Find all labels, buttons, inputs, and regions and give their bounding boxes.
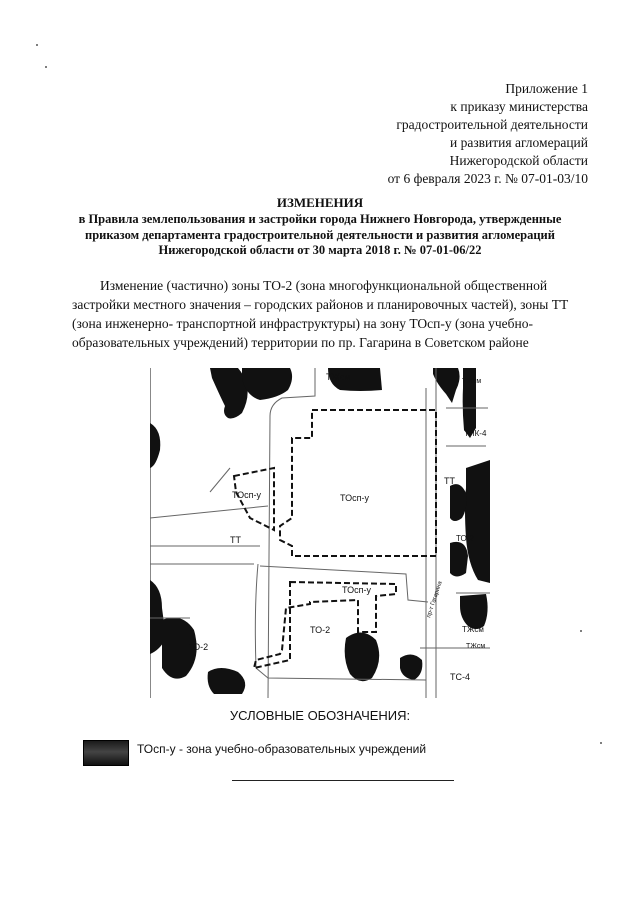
body-line: застройки местного значения – городских районов и планировочных частей), зоны ТТ [72, 297, 569, 312]
zone-label-tzhsm-right: ТЖсм [462, 378, 482, 385]
scan-speck [600, 742, 602, 744]
zone-label-tosp-center: ТОсп-у [340, 493, 369, 503]
appendix-line: Приложение 1 [505, 81, 588, 96]
appendix-block [228, 80, 588, 188]
scan-speck [580, 630, 582, 632]
zone-label-tt-left: ТТ [230, 535, 241, 545]
body-line: образовательных учреждений) территории по пр. Гагарина в Советском районе [72, 335, 529, 350]
body-line: (зона инженерно- транспортной инфраструктуры) на зону ТОсп-у (зона учебно- [72, 316, 533, 331]
subtitle-line: в Правила землепользования и застройки города Нижнего Новгорода, утвержденные [78, 212, 562, 226]
zone-label-tzhsm-top: ТЖсм [326, 372, 351, 382]
document-subtitle [30, 212, 610, 259]
zone-label-tosp-lower: ТОсп-у [342, 585, 371, 595]
zoning-map-svg [150, 368, 490, 698]
body-line: Изменение (частично) зоны ТО-2 (зона многофункциональной общественной [100, 278, 548, 293]
legend-item-text: ТОсп-у - зона учебно-образовательных учреждений [137, 742, 427, 756]
appendix-line: от 6 февраля 2023 г. № 07-01-03/10 [387, 171, 588, 186]
appendix-line: градостроительной деятельности [396, 117, 588, 132]
street-label: пр-т Гагарина [426, 580, 444, 619]
body-paragraph [72, 276, 592, 352]
zone-label-ts4: ТС-4 [450, 672, 470, 682]
zone-label-tzhsm-mid: ТЖсм [462, 625, 484, 634]
appendix-line: Нижегородской области [449, 153, 588, 168]
appendix-line: и развития агломераций [449, 135, 588, 150]
document-title: ИЗМЕНЕНИЯ [276, 195, 364, 210]
zone-label-tpk: ТПК-4 [464, 429, 487, 438]
subtitle-line: Нижегородской области от 30 марта 2018 г. № 07-01-06/22 [158, 243, 482, 257]
scan-speck [45, 66, 47, 68]
legend-swatch [83, 740, 129, 766]
zoning-map [150, 368, 490, 698]
zone-label-tzhsm-bottom: ТЖсм [466, 643, 486, 650]
zone-label-to2-left: ТО-2 [188, 642, 209, 652]
appendix-line: к приказу министерства [450, 99, 588, 114]
zone-label-to2-center: ТО-2 [310, 625, 331, 635]
zone-label-tt-right: ТТ [444, 476, 455, 486]
legend-heading: УСЛОВНЫЕ ОБОЗНАЧЕНИЯ: [229, 708, 411, 723]
scan-speck [36, 44, 38, 46]
zone-label-tosp-left: ТОсп-у [232, 490, 261, 500]
zone-label-to2-right: ТО-2 [456, 534, 474, 543]
signature-line [232, 780, 454, 781]
subtitle-line: приказом департамента градостроительной деятельности и развития агломераций [85, 227, 555, 242]
